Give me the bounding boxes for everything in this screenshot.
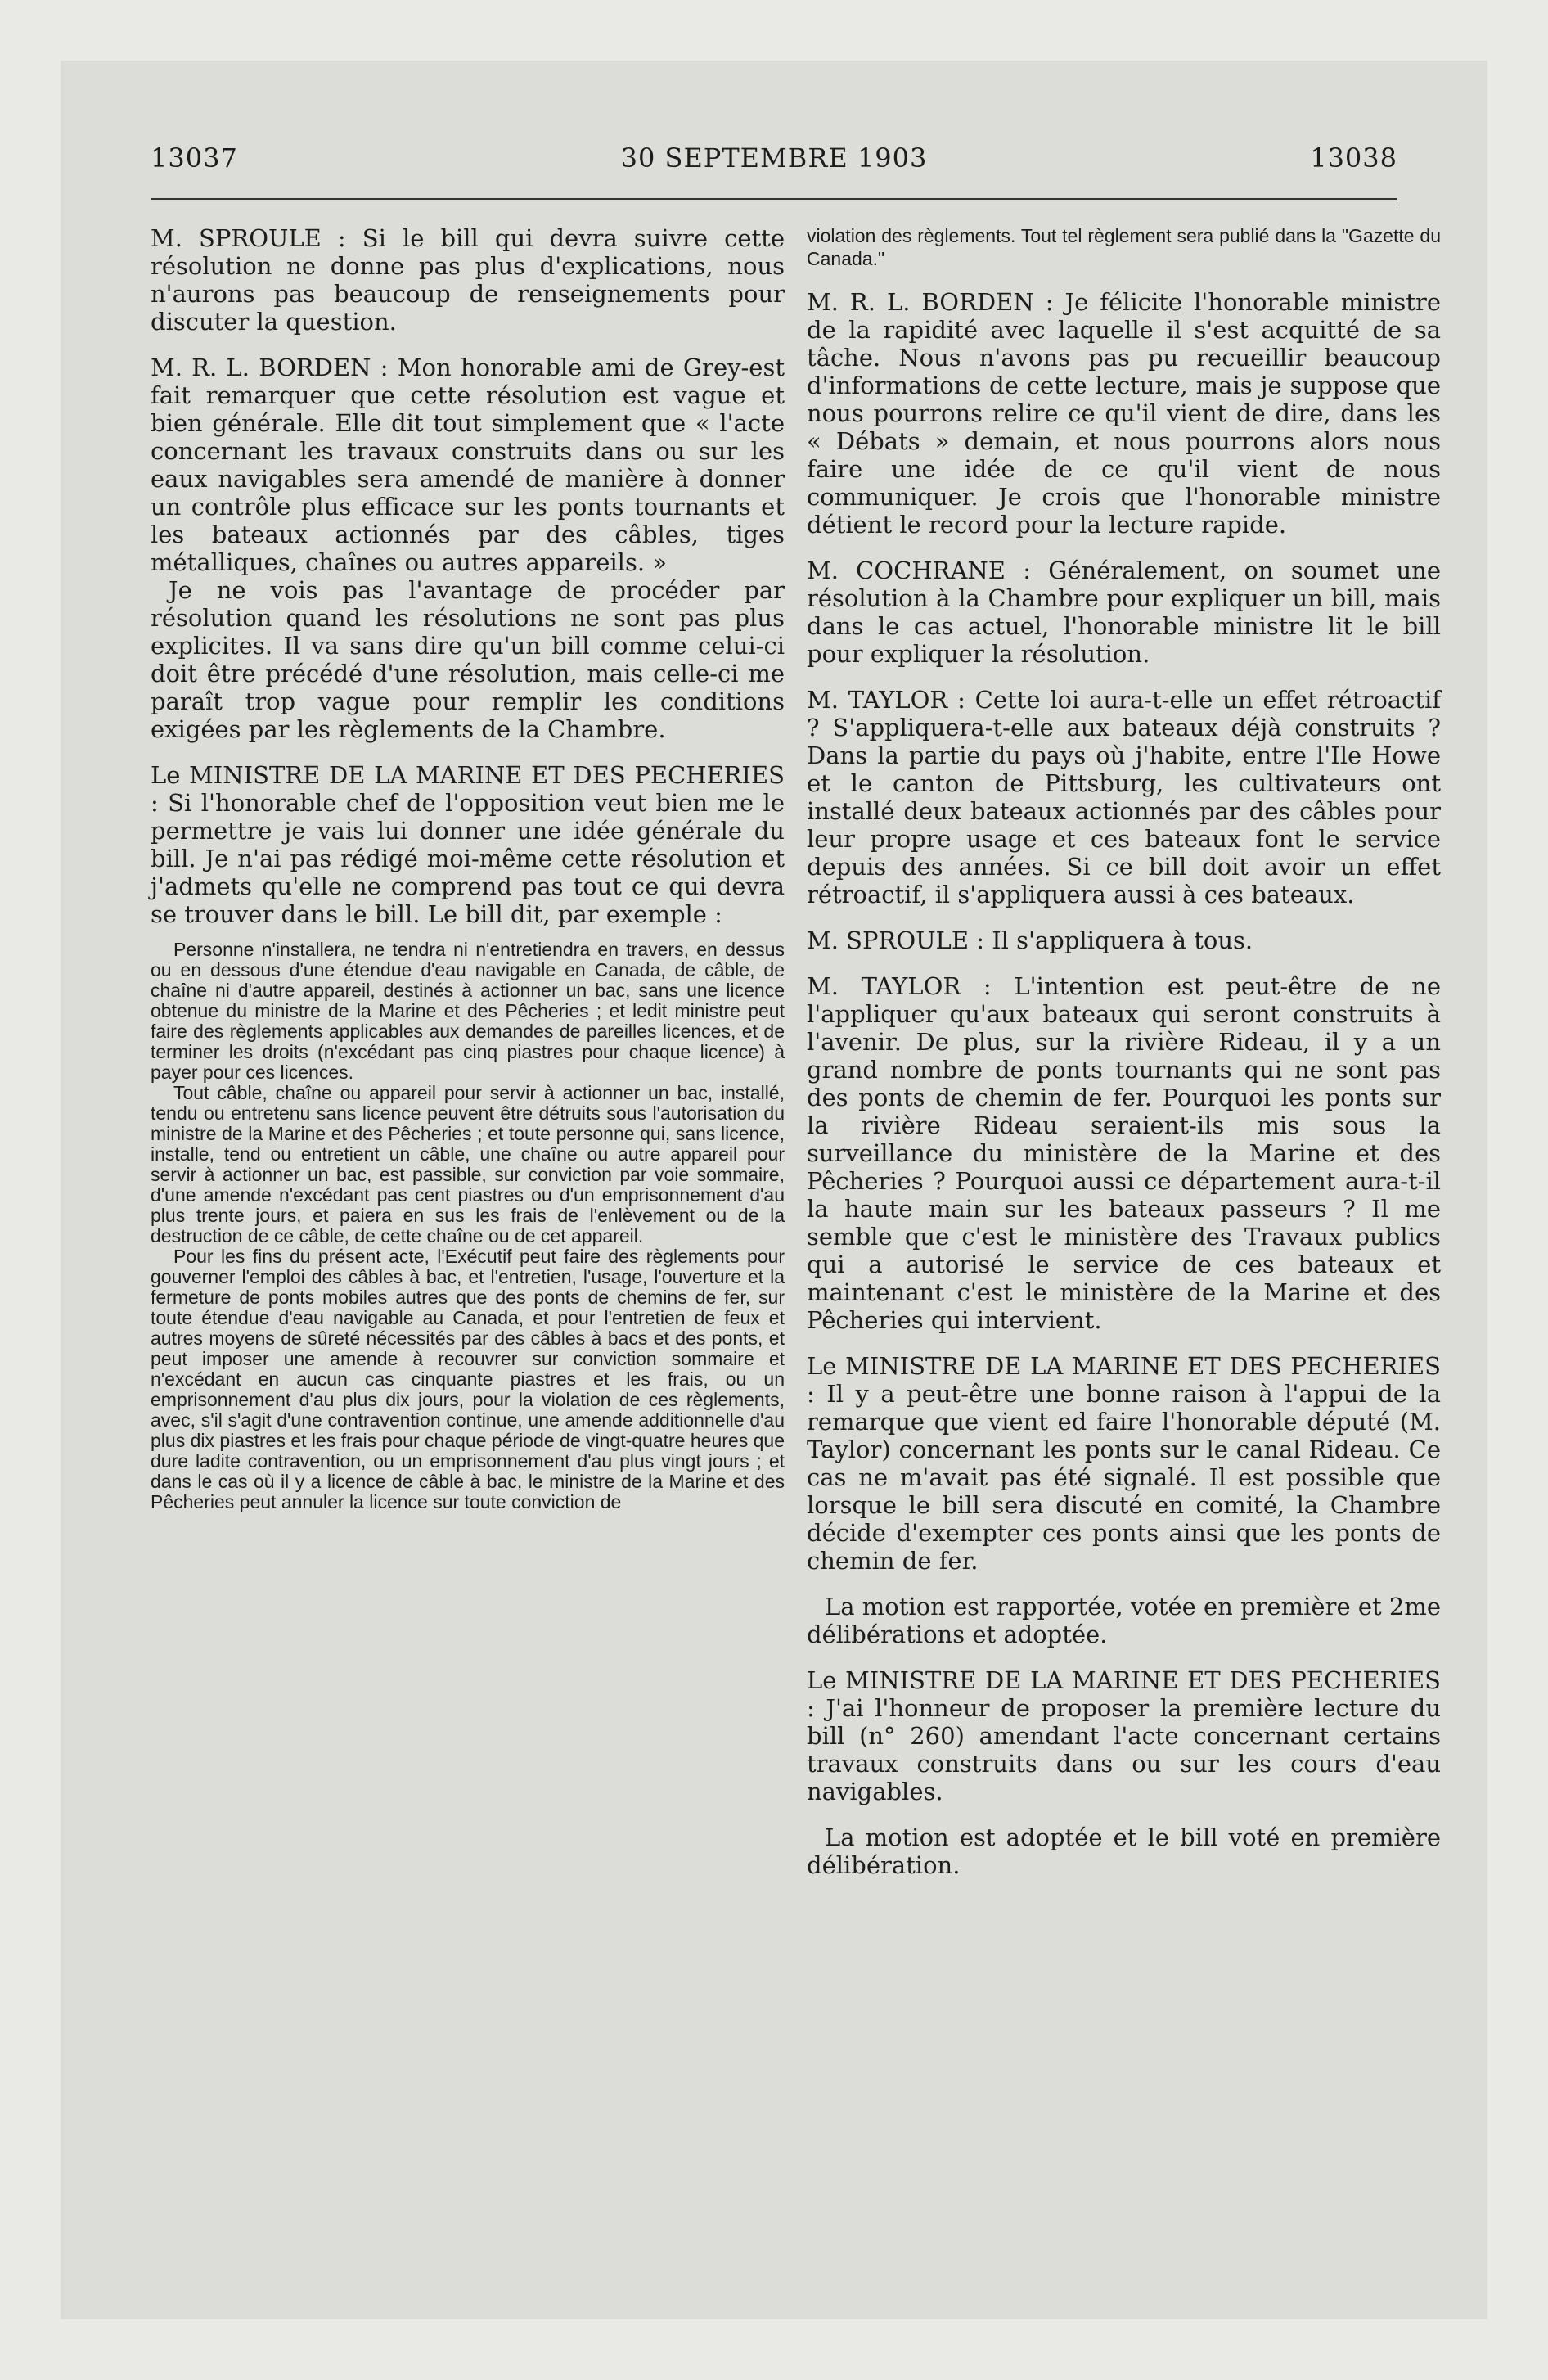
speech-minister: Le MINISTRE DE LA MARINE ET DES PECHERIES : Si l'honorable chef de l'opposition veut bien me le permettre je vais lui donner une idée générale du bill. Je n'ai pas rédigé moi-même cette résolution et j'admets qu'elle ne comprend pas tout ce qui devra se trouver dans le bill. Le bill dit, par exemple : [151,761,785,928]
speech-borden-continued: Je ne vois pas l'avantage de procéder par résolution quand les résolutions ne sont pas plus explicites. Il va sans dire qu'un bill comme celui-ci doit être précédé d'une résolution, mais celle-ci me paraît trop vague pour remplir les conditions exigées par les règlements de la Chambre. [151,576,785,743]
speech-minister-2: Le MINISTRE DE LA MARINE ET DES PECHERIES : Il y a peut-être une bonne raison à l'appui de la remarque que vient ed faire l'honorable député (M. Taylor) concernant les ponts sur le canal Rideau. Ce cas ne m'avait pas été signalé. Il est possible que lorsque le bill sera discuté en comité, la Chambre décide d'exempter ces ponts ainsi que les ponts de chemin de fer. [807,1352,1441,1575]
speech-minister-3: Le MINISTRE DE LA MARINE ET DES PECHERIES : J'ai l'honneur de proposer la première lecture du bill (n° 260) amendant l'acte concernant certains travaux construits dans ou sur les cours d'eau navigables. [807,1666,1441,1805]
right-column [807,224,1441,1897]
speech-sproule: M. SPROULE : Si le bill qui devra suivre cette résolution ne donne pas plus d'explications, nous n'aurons pas beaucoup de renseignements pour discuter la question. [151,224,785,336]
left-column [151,224,785,1512]
speech-taylor: M. TAYLOR : Cette loi aura-t-elle un effet rétroactif ? S'appliquera-t-elle aux bateaux déjà construits ? Dans la partie du pays où j'habite, entre l'Ile Howe et le canton de Pittsburg, les cultivateurs ont installé deux bateaux actionnés par des câbles pour leur propre usage et ces bateaux font le service depuis des années. Si ce bill doit avoir un effet rétroactif, il s'appliquera aussi à ces bateaux. [807,686,1441,908]
hansard-page [61,61,1487,2319]
speech-sproule-2: M. SPROULE : Il s'appliquera à tous. [807,926,1253,954]
motion-first-reading: La motion est adoptée et le bill voté en première délibération. [807,1823,1441,1879]
bill-quote-2: Tout câble, chaîne ou appareil pour servir à actionner un bac, installé, tendu ou entretenu sans licence peuvent être détruits sous l'autorisation du ministre de la Marine et des Pêcheries ; et toute personne qui, sans licence, installe, tend ou entretient un câble, une chaîne ou autre appareil pour servir à actionner un bac, est passible, sur conviction par voie sommaire, d'une amende n'excédant pas cent piastres ou d'un emprisonnement d'au plus trente jours, et paiera en sus les frais de l'enlèvement ou de la destruction de ce câble, de cette chaîne ou de cet appareil. [151,1082,785,1246]
header-rule [151,198,1397,200]
speech-borden: M. R. L. BORDEN : Mon honorable ami de Grey-est fait remarquer que cette résolution est vague et bien générale. Elle dit tout simplement que « l'acte concernant les travaux construits dans ou sur les eaux navigables sera amendé de manière à donner un contrôle plus efficace sur les ponts tournants et les bateaux actionnés par des câbles, tiges métalliques, chaînes ou autres appareils. » [151,354,785,576]
speech-taylor-2: M. TAYLOR : L'intention est peut-être de ne l'appliquer qu'aux bateaux qui seront construits à l'avenir. De plus, sur la rivière Rideau, il y a un grand nombre de ponts tournants qui ne sont pas des ponts de chemin de fer. Pourquoi les ponts sur la rivière Rideau seraient-ils mis sous la surveillance du ministère de la Marine et des Pêcheries ? Pourquoi aussi ce département aura-t-il la haute main sur les bateaux passeurs ? Il me semble que c'est le ministère des Travaux publics qui a autorisé le service de ces bateaux et maintenant c'est le ministère de la Marine et des Pêcheries qui intervient. [807,972,1441,1334]
bill-quote-3: Pour les fins du présent acte, l'Exécutif peut faire des règlements pour gouverner l'emploi des câbles à bac, et l'entretien, l'usage, l'ouverture et la fermeture de ponts mobiles autres que des ponts de chemins de fer, sur toute étendue d'eau navigable au Canada, et pour l'entretien de feux et autres moyens de sûreté nécessités par des câbles à bacs et des ponts, et peut imposer une amende à recouvrer sur conviction sommaire et n'excédant en aucun cas cinquante piastres et les frais, ou un emprisonnement d'au plus dix jours, pour la violation de ces règlements, avec, s'il s'agit d'une contravention continue, une amende additionnelle d'au plus dix piastres et les frais pour chaque période de vingt-quatre heures que dure ladite contravention, ou un emprisonnement d'au plus vingt jours ; et dans le cas où il y a licence de câble à bac, le ministre de la Marine et des Pêcheries peut annuler la licence sur toute conviction de [151,1246,785,1512]
motion-adopted: La motion est rapportée, votée en première et 2me délibérations et adoptée. [807,1593,1441,1648]
bill-quote-end: violation des règlements. Tout tel règlement sera publié dans la "Gazette du Canada." [807,225,1441,269]
bill-quote-1: Personne n'installera, ne tendra ni n'entretiendra en travers, en dessus ou en dessous d'une étendue d'eau navigable en Canada, de câble, de chaîne ni d'autre appareil, destinés à actionner un bac, sans une licence obtenue du ministre de la Marine et des Pêcheries ; et ledit ministre peut faire des règlements applicables aux demandes de pareilles licences, et de terminer les droits (n'excédant pas cinq piastres pour chaque licence) à payer pour ces licences. [151,939,785,1083]
right-page-number: 13038 [1310,142,1397,174]
page-date: 30 SEPTEMBRE 1903 [620,142,928,174]
left-page-number: 13037 [151,142,238,174]
speech-cochrane: M. COCHRANE : Généralement, on soumet une résolution à la Chambre pour expliquer un bill, mais dans le cas actuel, l'honorable ministre lit le bill pour expliquer la résolution. [807,557,1441,668]
speech-borden-2: M. R. L. BORDEN : Je félicite l'honorable ministre de la rapidité avec laquelle il s'est acquitté de sa tâche. Nous n'avons pas pu recueillir beaucoup d'informations de cette lecture, mais je suppose que nous pourrons relire ce qu'il vient de dire, dans les « Débats » demain, et nous pourrons alors nous faire une idée de ce qu'il vient de nous communiquer. Je crois que l'honorable ministre détient le record pour la lecture rapide. [807,288,1441,539]
